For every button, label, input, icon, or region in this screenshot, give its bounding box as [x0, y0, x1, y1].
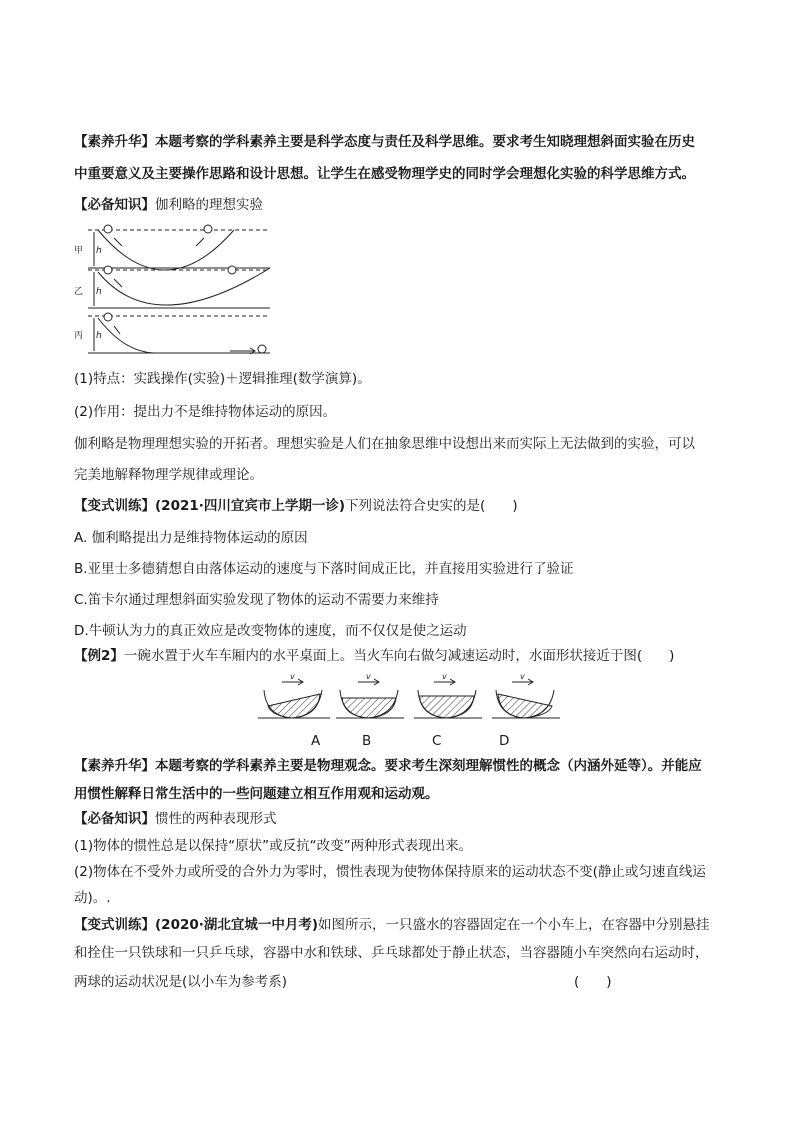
training2-text1: 如图所示，一只盛水的容器固定在一个小车上，在容器中分别悬挂	[318, 917, 710, 933]
training1-heading	[74, 496, 518, 516]
section1-line2: 中重要意义及主要操作思路和设计思想。让学生在感受物理学史的同时学会理想化实验的科学思维方式。	[74, 166, 695, 182]
training1-question: 下列说法符合史实的是( )	[345, 498, 518, 514]
knowledge1-p3b: 完美地解释物理学规律或理论。	[74, 467, 263, 483]
section2-text1: 本题考察的学科素养主要是物理观念。要求考生深刻理解惯性的概念（内涵外延等）。并能应	[155, 758, 702, 774]
training1-option-d: D.牛顿认为力的真正效应是改变物体的速度，而不仅仅是使之运动	[74, 623, 467, 639]
training2-source: (2020·湖北宜城一中月考)	[155, 917, 319, 933]
training2-line2: 和拴住一只铁球和一只乒乓球，容器中水和铁球、乒乓球都处于静止状态，当容器随小车突然向右运动时，	[74, 945, 709, 961]
bowl-a	[264, 679, 322, 718]
choice-label-a: A	[311, 733, 321, 749]
label-bing: 丙	[74, 331, 84, 341]
v-label-a: v	[290, 672, 295, 681]
ball-jia-right	[204, 225, 212, 233]
training1-tag: 【变式训练】	[74, 498, 155, 514]
label-jia: 甲	[74, 246, 84, 256]
section1-tag: 【素养升华】	[74, 134, 155, 150]
knowledge1-title: 伽利略的理想实验	[155, 197, 263, 213]
knowledge2-p2b: 动)。.	[74, 890, 111, 906]
ball-bing-left	[104, 313, 112, 321]
knowledge1-p2: (2)作用：提出力不是维持物体运动的原因。	[74, 404, 337, 420]
h-label-bing: h	[96, 331, 102, 341]
arrow-jia-left	[114, 238, 122, 246]
ball-bing-right	[258, 345, 266, 353]
knowledge1-p3a: 伽利略是物理理想实验的开拓者。理想实验是人们在抽象思维中设想出来而实际上无法做到的实验，可以	[74, 436, 695, 452]
knowledge2-heading	[74, 809, 277, 829]
v-label-c: v	[442, 672, 447, 681]
curve-bing	[98, 318, 154, 353]
bowl-d	[496, 679, 554, 718]
section1-text1: 本题考察的学科素养主要是科学态度与责任及科学思维。要求考生知晓理想斜面实验在历史	[155, 134, 695, 150]
section2-tag: 【素养升华】	[74, 758, 155, 774]
curve-yi	[98, 268, 270, 305]
training1-option-c: C.笛卡尔通过理想斜面实验发现了物体的运动不需要力来维持	[74, 592, 439, 608]
ball-jia-left	[104, 225, 112, 233]
knowledge2-title: 惯性的两种表现形式	[155, 811, 277, 827]
curve-jia	[98, 230, 234, 270]
section2-line1	[74, 756, 702, 776]
label-yi: 乙	[74, 287, 84, 297]
bowl-c	[418, 679, 476, 718]
h-label-yi: h	[96, 287, 102, 297]
knowledge1-tag: 【必备知识】	[74, 197, 155, 213]
h-label-jia: h	[96, 246, 102, 256]
knowledge1-p1: (1)特点：实践操作(实验)＋逻辑推理(数学演算)。	[74, 371, 371, 387]
arrow-yi-left	[114, 279, 122, 287]
bowl-choices-figure	[258, 670, 568, 750]
example2-question: 一碗水置于火车车厢内的水平桌面上。当火车向右做匀减速运动时，水面形状接近于图( )	[123, 648, 675, 664]
choice-label-b: B	[362, 733, 372, 749]
example2-tag: 【例2】	[74, 648, 124, 664]
arrow-bing-left	[114, 326, 120, 334]
v-label-b: v	[366, 672, 371, 681]
knowledge2-tag: 【必备知识】	[74, 811, 155, 827]
training1-option-b: B.亚里士多德猜想自由落体运动的速度与下落时间成正比，并直接用实验进行了验证	[74, 561, 574, 577]
arrow-jia-right	[196, 238, 204, 246]
knowledge2-p1: (1)物体的惯性总是以保持“原状”或反抗“改变”两种形式表现出来。	[74, 838, 473, 854]
choice-label-c: C	[432, 733, 442, 749]
bowl-b	[340, 679, 398, 718]
training2-answer-blank: ( )	[574, 974, 612, 990]
choice-label-d: D	[499, 733, 510, 749]
training1-option-a: A. 伽利略提出力是维持物体运动的原因	[74, 530, 308, 546]
ball-yi-left	[104, 266, 112, 274]
section2-line2: 用惯性解释日常生活中的一些问题建立相互作用观和运动观。	[74, 786, 439, 802]
galileo-experiment-figure	[74, 220, 274, 358]
training2-line3: 两球的运动状况是(以小车为参考系)	[74, 974, 288, 990]
v-label-d: v	[520, 672, 525, 681]
ball-yi-right	[228, 266, 236, 274]
knowledge1-heading	[74, 195, 263, 215]
section1-line1	[74, 132, 695, 152]
training1-source: (2021·四川宜宾市上学期一诊)	[155, 498, 346, 514]
training2-tag: 【变式训练】	[74, 917, 155, 933]
example2-heading	[74, 646, 674, 666]
knowledge2-p2a: (2)物体在不受外力或所受的合外力为零时，惯性表现为使物体保持原来的运动状态不变(静止或匀速直线运	[74, 864, 706, 880]
training2-line1	[74, 915, 710, 935]
